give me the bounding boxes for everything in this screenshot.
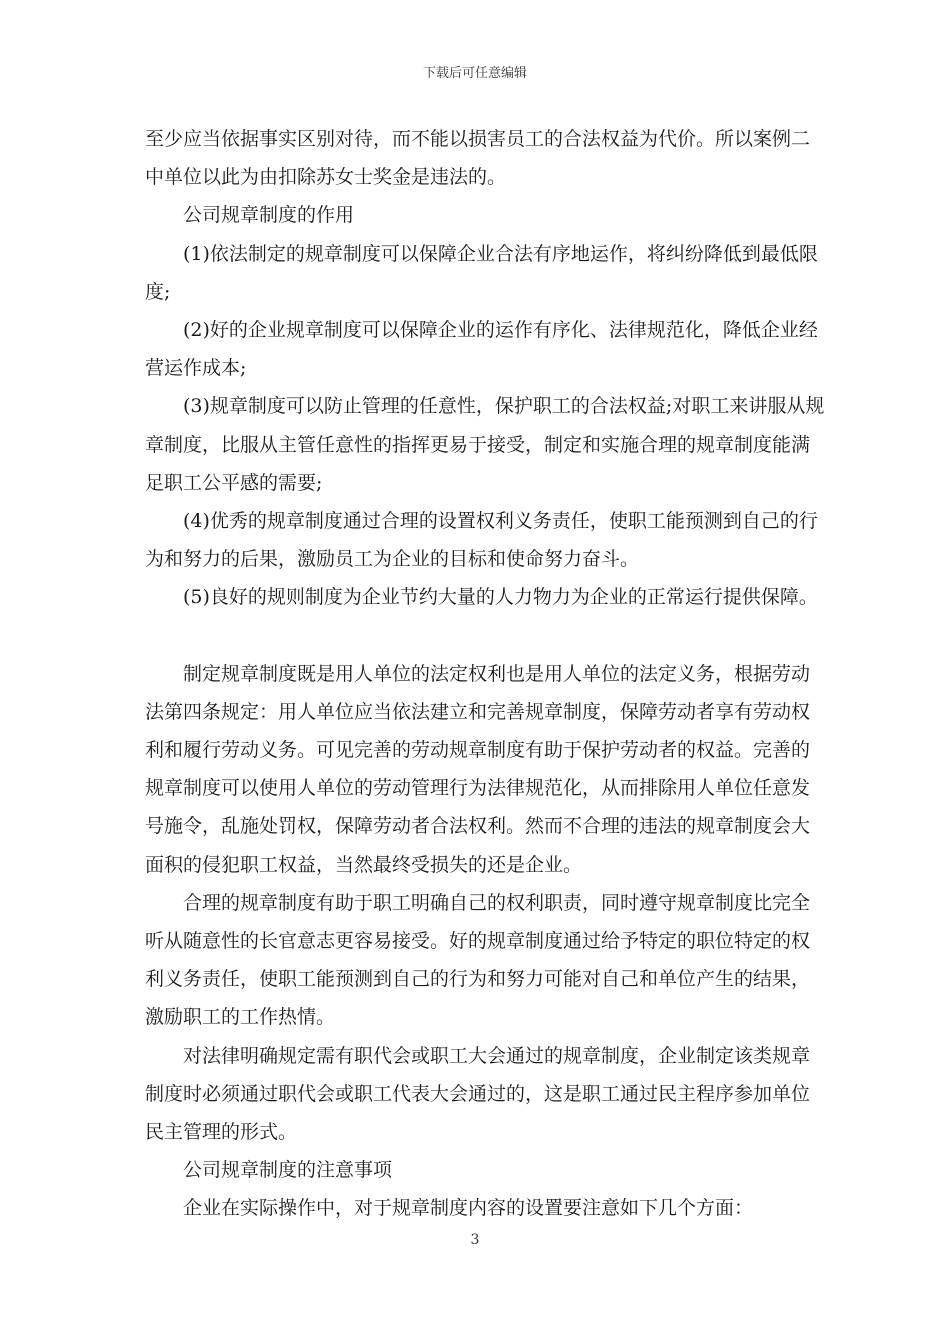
section-heading-functions: 公司规章制度的作用	[183, 204, 355, 227]
page-number: 3	[470, 1232, 480, 1248]
list-item-1: (1)依法制定的规章制度可以保障企业合法有序地运作，将纠纷降低到最低限度;	[145, 242, 818, 303]
paragraph-democratic-procedure: 对法律明确规定需有职代会或职工大会通过的规章制度，企业制定该类规章制度时必须通过职代会或职工代表大会通过的，这是职工通过民主程序参加单位民主管理的形式。	[145, 1044, 811, 1144]
paragraph-reasonable-rules: 合理的规章制度有助于职工明确自己的权利职责，同时遵守规章制度比完全听从随意性的长官意志更容易接受。好的规章制度通过给予特定的职位特定的权利义务责任，使职工能预测到自己的行为和努力可能对自己和单位产生的结果，激励职工的工作热情。	[145, 891, 811, 1029]
paragraph-continuation: 至少应当依据事实区别对待，而不能以损害员工的合法权益为代价。所以案例二中单位以此为由扣除苏女士奖金是违法的。	[145, 128, 811, 189]
paragraph-obligation: 制定规章制度既是用人单位的法定权利也是用人单位的法定义务，根据劳动法第四条规定：用人单位应当依法建立和完善规章制度，保障劳动者享有劳动权利和履行劳动义务。可见完善的劳动规章制度有助于保护劳动者的权益。完善的规章制度可以使用人单位的劳动管理行为法律规范化，从而排除用人单位任意发号施令，乱施处罚权，保障劳动者合法权利。然而不合理的违法的规章制度会大面积的侵犯职工权益，当然最终受损失的还是企业。	[145, 662, 811, 876]
list-item-2: (2)好的企业规章制度可以保障企业的运作有序化、法律规范化，降低企业经营运作成本;	[145, 319, 818, 380]
section-heading-precautions: 公司规章制度的注意事项	[183, 1159, 393, 1182]
paragraph-gap	[145, 617, 825, 655]
list-item-4: (4)优秀的规章制度通过合理的设置权利义务责任，使职工能预测到自己的行为和努力的后果，激励员工为企业的目标和使命努力奋斗。	[145, 510, 818, 571]
paragraph-precautions-intro: 企业在实际操作中，对于规章制度内容的设置要注意如下几个方面：	[183, 1197, 754, 1220]
list-item-3: (3)规章制度可以防止管理的任意性，保护职工的合法权益;对职工来讲服从规章制度，比服从主管任意性的指挥更易于接受，制定和实施合理的规章制度能满足职工公平感的需要;	[145, 395, 825, 494]
page-header: 下载后可任意编辑	[422, 66, 527, 81]
document-body	[145, 120, 825, 1228]
list-item-5: (5)良好的规则制度为企业节约大量的人力物力为企业的正常运行提供保障。	[183, 586, 818, 609]
